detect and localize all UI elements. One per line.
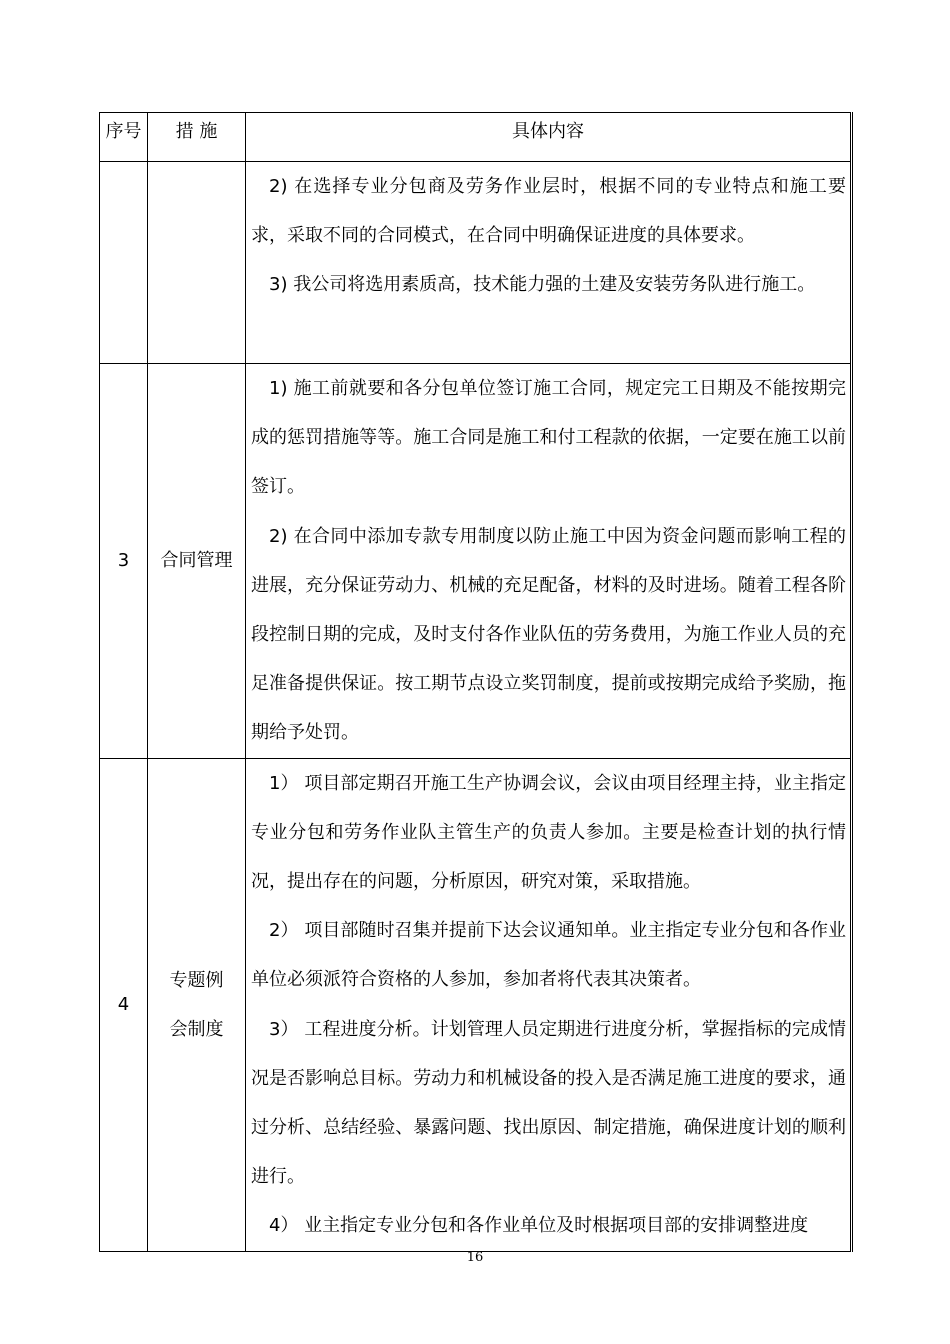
content-paragraph: 4） 业主指定专业分包和各作业单位及时根据项目部的安排调整进度 [269, 1215, 809, 1237]
header-no: 序号 [100, 113, 148, 162]
row-no-cell: 4 [100, 758, 148, 1251]
row-no-cell: 3 [100, 364, 148, 759]
row-content-cell [246, 364, 852, 759]
content-paragraph: 2） 项目部随时召集并提前下达会议通知单。业主指定专业分包和各作业单位必须派符合资格的人参加，参加者将代表其决策者。 [251, 920, 846, 991]
row-content-cell [246, 758, 852, 1251]
content-paragraph: 1） 项目部定期召开施工生产协调会议，会议由项目经理主持，业主指定专业分包和劳务作业队主管生产的负责人参加。主要是检查计划的执行情况，提出存在的问题，分析原因，研究对策，采取措施。 [251, 772, 846, 893]
header-measure: 措 施 [148, 113, 246, 162]
row-no-cell [100, 162, 148, 364]
content-paragraph: 3） 工程进度分析。计划管理人员定期进行进度分析，掌握指标的完成情况是否影响总目标。劳动力和机械设备的投入是否满足施工进度的要求，通过分析、总结经验、暴露问题、找出原因、制定措施，确保进度计划的顺利进行。 [251, 1018, 846, 1188]
content-paragraph: 2) 在选择专业分包商及劳务作业层时，根据不同的专业特点和施工要求，采取不同的合同模式，在合同中明确保证进度的具体要求。 [251, 176, 846, 247]
row-measure-cell: 专题例会制度 [148, 758, 246, 1251]
content-paragraph: 2) 在合同中添加专款专用制度以防止施工中因为资金问题而影响工程的进展，充分保证劳动力、机械的充足配备，材料的及时进场。随着工程各阶段控制日期的完成，及时支付各作业队伍的劳务费用，为施工作业人员的充足准备提供保证。按工期节点设立奖罚制度，提前或按期完成给予奖励，拖期给予处罚。 [251, 525, 846, 744]
table-row [100, 758, 852, 1251]
row-content-cell [246, 162, 852, 364]
table-row [100, 162, 852, 364]
page-number: 16 [466, 1250, 484, 1265]
content-paragraph: 1) 施工前就要和各分包单位签订施工合同，规定完工日期及不能按期完成的惩罚措施等等。施工合同是施工和付工程款的依据，一定要在施工以前签订。 [251, 378, 846, 498]
content-paragraph: 3) 我公司将选用素质高，技术能力强的土建及安装劳务队进行施工。 [269, 274, 816, 296]
row-measure-cell [148, 162, 246, 364]
row-measure-cell: 合同管理 [148, 364, 246, 759]
measures-table [99, 112, 853, 1252]
header-content: 具体内容 [246, 113, 852, 162]
table-row [100, 364, 852, 759]
table-header-row [100, 113, 852, 162]
